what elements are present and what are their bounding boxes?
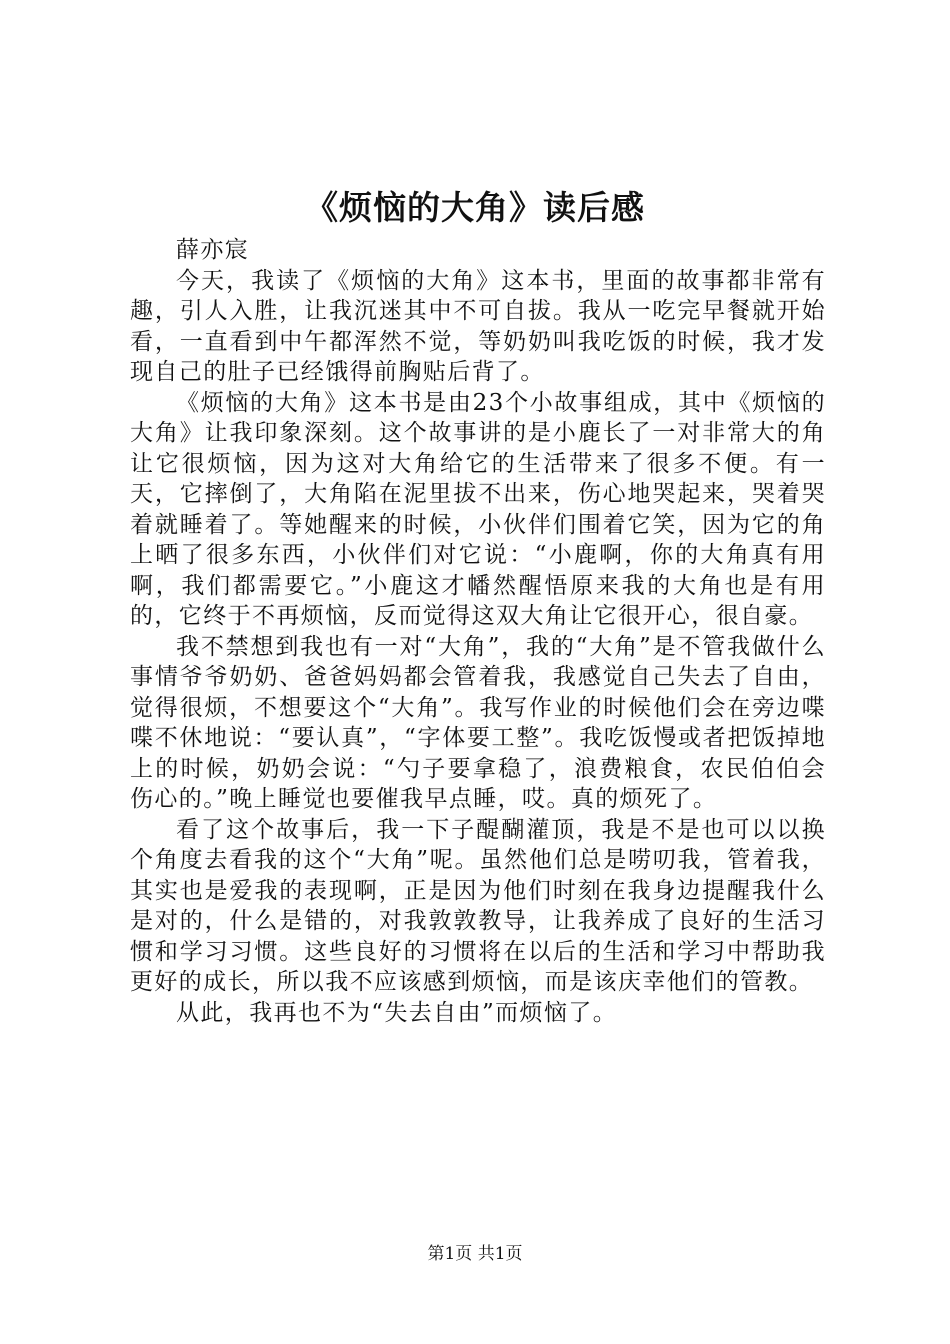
paragraph-5: 从此，我再也不为“失去自由”而烦恼了。 <box>176 999 618 1026</box>
paragraph-1: 今天，我读了《烦恼的大角》这本书，里面的故事都非常有趣，引人入胜，让我沉迷其中不可自拔。我从一吃完早餐就开始看，一直看到中午都浑然不觉，等奶奶叫我吃饭的时候，我才发现自己的肚子已经饿得前胸贴后背了。 <box>130 267 826 385</box>
paragraph-2: 《烦恼的大角》这本书是由23个小故事组成，其中《烦恼的大角》让我印象深刻。这个故事讲的是小鹿长了一对非常大的角让它很烦恼，因为这对大角给它的生活带来了很多不便。有一天，它摔倒了，大角陷在泥里拔不出来，伤心地哭起来，哭着哭着就睡着了。等她醒来的时候，小伙伴们围着它笑，因为它的角上晒了很多东西，小伙伴们对它说：“小鹿啊，你的大角真有用啊，我们都需要它。”小鹿这才幡然醒悟原来我的大角也是有用的，它终于不再烦恼，反而觉得这双大角让它很开心，很自豪。 <box>130 389 826 629</box>
document-title: 《烦恼的大角》读后感 <box>305 188 645 227</box>
paragraph-4: 看了这个故事后，我一下子醍醐灌顶，我是不是也可以以换个角度去看我的这个“大角”呢。虽然他们总是唠叨我，管着我，其实也是爱我的表现啊，正是因为他们时刻在我身边提醒我什么是对的，什么是错的，对我敦敦教导，让我养成了良好的生活习惯和学习习惯。这些良好的习惯将在以后的生活和学习中帮助我更好的成长，所以我不应该感到烦恼，而是该庆幸他们的管教。 <box>130 816 826 995</box>
paragraph-3: 我不禁想到我也有一对“大角”，我的“大角”是不管我做什么事情爷爷奶奶、爸爸妈妈都会管着我，我感觉自己失去了自由，觉得很烦，不想要这个“大角”。我写作业的时候他们会在旁边喋喋不休地说：“要认真”，“字体要工整”。我吃饭慢或者把饭掉地上的时候，奶奶会说：“勺子要拿稳了，浪费粮食，农民伯伯会伤心的。”晚上睡觉也要催我早点睡，哎。真的烦死了。 <box>130 633 826 812</box>
author-line: 薛亦宸 <box>176 237 250 263</box>
page-footer: 第1页 共1页 <box>427 1244 523 1264</box>
document-body <box>130 235 826 1028</box>
